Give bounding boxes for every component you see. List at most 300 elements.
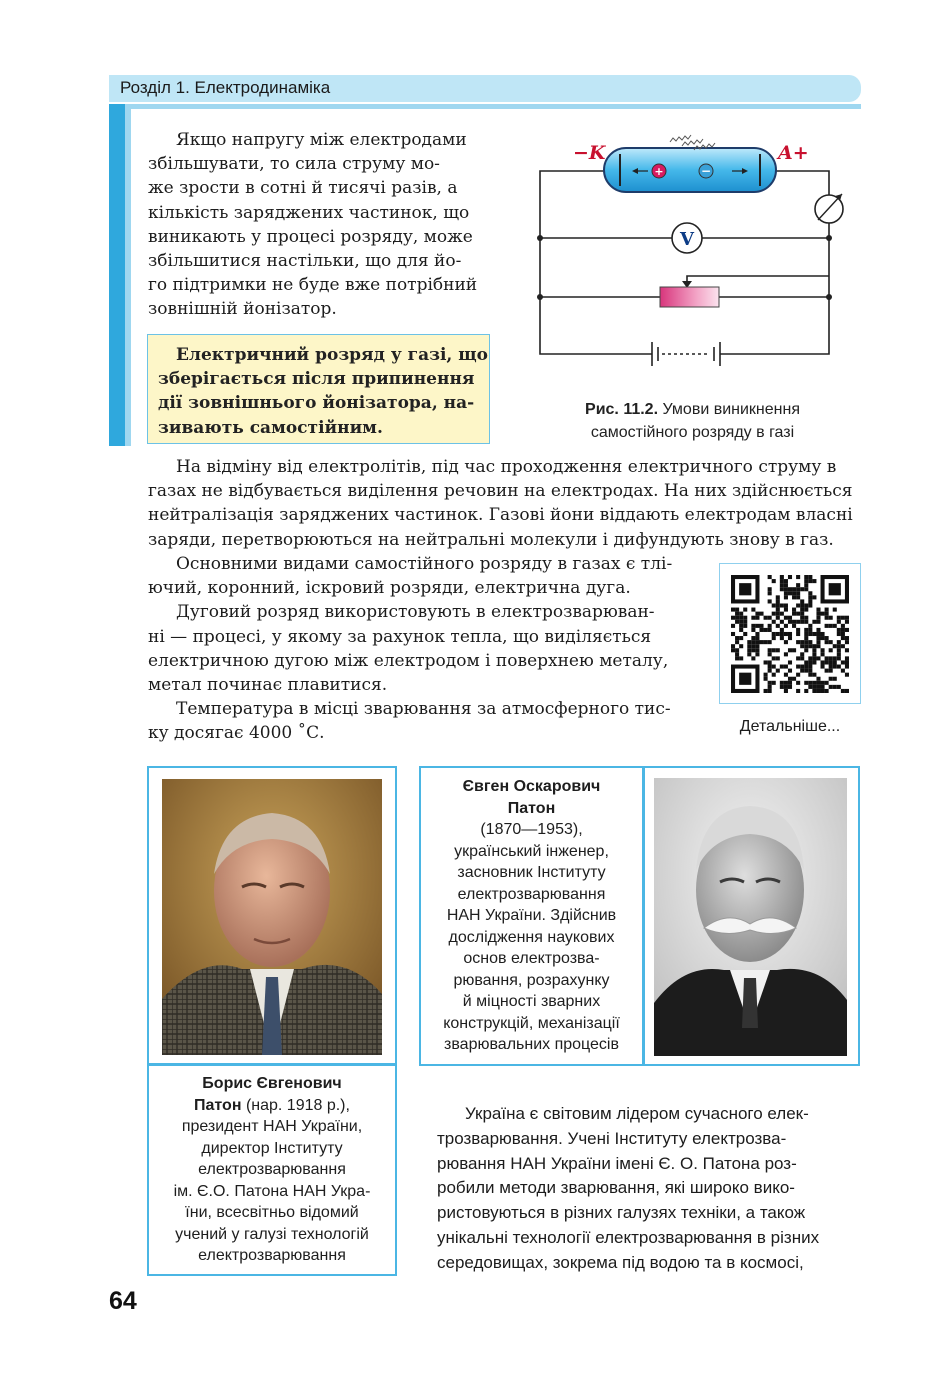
caption-line: електрозварювання bbox=[457, 885, 606, 903]
qr-module bbox=[845, 616, 849, 620]
qr-module bbox=[751, 628, 755, 632]
definition-text bbox=[158, 343, 488, 440]
qr-module bbox=[743, 620, 747, 624]
qr-module bbox=[792, 624, 796, 628]
qr-module bbox=[768, 575, 772, 579]
qr-module bbox=[751, 656, 755, 660]
qr-module bbox=[780, 575, 784, 579]
qr-module bbox=[796, 673, 800, 677]
qr-module bbox=[780, 632, 784, 636]
qr-module bbox=[804, 681, 808, 685]
qr-module bbox=[845, 636, 849, 640]
battery-icon bbox=[652, 342, 720, 366]
qr-module bbox=[772, 656, 776, 660]
qr-module bbox=[845, 656, 849, 660]
qr-module bbox=[804, 648, 808, 652]
node-dot bbox=[537, 235, 543, 241]
qr-module bbox=[808, 669, 812, 673]
qr-module bbox=[816, 681, 820, 685]
qr-module bbox=[788, 587, 792, 591]
qr-module bbox=[739, 644, 743, 648]
qr-module bbox=[768, 591, 772, 595]
caption-line: ім. Є.О. Патона НАН Укра- bbox=[173, 1182, 371, 1200]
qr-module bbox=[788, 677, 792, 681]
qr-module bbox=[764, 673, 768, 677]
qr-module bbox=[776, 669, 780, 673]
qr-module bbox=[784, 640, 788, 644]
text-line: зовнішній йонізатор. bbox=[148, 299, 337, 320]
paragraph-discharge-types bbox=[148, 552, 700, 746]
qr-module bbox=[784, 685, 788, 689]
qr-module bbox=[743, 608, 747, 612]
caption-line: директор Інституту bbox=[201, 1139, 343, 1157]
qr-module bbox=[821, 685, 825, 689]
qr-module bbox=[784, 583, 788, 587]
qr-module bbox=[812, 644, 816, 648]
qr-module bbox=[792, 612, 796, 616]
qr-module bbox=[816, 644, 820, 648]
qr-module bbox=[821, 660, 825, 664]
qr-module bbox=[833, 685, 837, 689]
qr-module bbox=[808, 624, 812, 628]
qr-module bbox=[821, 636, 825, 640]
qr-module bbox=[816, 656, 820, 660]
qr-module bbox=[837, 628, 841, 632]
qr-module bbox=[829, 583, 841, 595]
qr-module bbox=[816, 640, 820, 644]
text-line: заряди, перетворюються на нейтральні молекули і дифундують знову в газ. bbox=[148, 529, 834, 550]
qr-module bbox=[841, 616, 845, 620]
qr-module bbox=[768, 616, 772, 620]
qr-module bbox=[845, 620, 849, 624]
anode-label: A+ bbox=[778, 142, 809, 164]
qr-module bbox=[764, 677, 768, 681]
qr-module bbox=[812, 689, 816, 693]
qr-module bbox=[833, 677, 837, 681]
qr-module bbox=[784, 603, 788, 607]
qr-module bbox=[816, 620, 820, 624]
qr-module bbox=[792, 608, 796, 612]
qr-module bbox=[772, 648, 776, 652]
qr-module bbox=[808, 685, 812, 689]
qr-module bbox=[743, 632, 747, 636]
qr-module bbox=[788, 575, 792, 579]
qr-module bbox=[808, 656, 812, 660]
qr-module bbox=[837, 644, 841, 648]
caption-line: (1870—1953), bbox=[480, 821, 583, 838]
qr-module bbox=[784, 591, 788, 595]
qr-code-icon[interactable] bbox=[731, 575, 849, 693]
text-line: нейтралізація заряджених частинок. Газові йони віддають електродам власні bbox=[148, 505, 853, 526]
qr-module bbox=[788, 681, 792, 685]
text-line: середовищах, зокрема під водою та в космосі, bbox=[437, 1252, 804, 1272]
qr-module bbox=[755, 644, 759, 648]
qr-module bbox=[739, 620, 743, 624]
qr-module bbox=[845, 640, 849, 644]
qr-module bbox=[796, 612, 800, 616]
qr-module bbox=[808, 665, 812, 669]
qr-module bbox=[825, 624, 829, 628]
text-line: збільшувати, то сила струму мо- bbox=[148, 154, 440, 175]
qr-module bbox=[841, 632, 845, 636]
qr-module bbox=[768, 640, 772, 644]
qr-module bbox=[788, 685, 792, 689]
qr-module bbox=[796, 583, 800, 587]
qr-module bbox=[788, 632, 792, 636]
qr-module bbox=[821, 689, 825, 693]
qr-module bbox=[755, 648, 759, 652]
qr-module bbox=[772, 681, 776, 685]
name-line: Патон bbox=[507, 799, 556, 817]
qr-module bbox=[837, 685, 841, 689]
caption-line: конструкцій, механізації bbox=[443, 1014, 620, 1032]
qr-module bbox=[808, 681, 812, 685]
qr-module bbox=[768, 624, 772, 628]
qr-module bbox=[772, 673, 776, 677]
qr-module bbox=[812, 685, 816, 689]
qr-module bbox=[812, 620, 816, 624]
qr-module bbox=[825, 636, 829, 640]
qr-module bbox=[829, 616, 833, 620]
qr-module bbox=[804, 575, 808, 579]
qr-module bbox=[792, 620, 796, 624]
qr-module bbox=[825, 608, 829, 612]
qr-module bbox=[845, 660, 849, 664]
qr-module bbox=[833, 624, 837, 628]
qr-module bbox=[800, 656, 804, 660]
text-line: дії зовнішнього йонізатора, на- bbox=[158, 393, 475, 414]
qr-module bbox=[776, 595, 780, 599]
qr-module bbox=[735, 656, 739, 660]
qr-module bbox=[796, 632, 800, 636]
qr-module bbox=[739, 583, 751, 595]
qr-module bbox=[825, 616, 829, 620]
cathode-label: −K bbox=[573, 142, 606, 164]
qr-module bbox=[841, 624, 845, 628]
qr-module bbox=[784, 632, 788, 636]
circuit-diagram bbox=[520, 110, 860, 390]
qr-module bbox=[735, 648, 739, 652]
qr-module bbox=[812, 681, 816, 685]
qr-module bbox=[825, 656, 829, 660]
qr-module bbox=[821, 665, 825, 669]
qr-module bbox=[755, 652, 759, 656]
caption-line: НАН України. Здійснив bbox=[446, 907, 617, 924]
qr-module bbox=[804, 608, 808, 612]
text-line: зивають самостійним. bbox=[158, 417, 383, 438]
text-line: На відміну від електролітів, під час проходження електричного струму в bbox=[176, 457, 837, 477]
qr-module bbox=[735, 620, 739, 624]
node-dot bbox=[826, 294, 832, 300]
text-line: Електричний розряд у газі, що bbox=[176, 345, 488, 365]
top-accent-line bbox=[131, 104, 861, 109]
qr-module bbox=[821, 632, 825, 636]
qr-module bbox=[812, 673, 816, 677]
qr-module bbox=[776, 599, 780, 603]
qr-module bbox=[772, 603, 776, 607]
qr-module bbox=[792, 587, 796, 591]
qr-module bbox=[825, 681, 829, 685]
qr-module bbox=[788, 660, 792, 664]
qr-module bbox=[808, 660, 812, 664]
qr-module bbox=[755, 616, 759, 620]
qr-module bbox=[768, 681, 772, 685]
qr-module bbox=[812, 656, 816, 660]
qr-module bbox=[759, 612, 763, 616]
qr-module bbox=[755, 636, 759, 640]
qr-module bbox=[747, 640, 751, 644]
qr-module bbox=[764, 640, 768, 644]
qr-module bbox=[739, 624, 743, 628]
qr-module bbox=[800, 652, 804, 656]
qr-module bbox=[800, 612, 804, 616]
text-line: ючий, коронний, іскровий розряди, електрична дуга. bbox=[148, 578, 631, 599]
qr-module bbox=[792, 677, 796, 681]
qr-module bbox=[845, 673, 849, 677]
caption-line: засновник Інституту bbox=[457, 864, 606, 881]
qr-module bbox=[768, 669, 772, 673]
name-line: Патон bbox=[194, 1096, 242, 1114]
qr-module bbox=[780, 603, 784, 607]
qr-module bbox=[816, 689, 820, 693]
qr-module bbox=[845, 648, 849, 652]
qr-module bbox=[731, 616, 735, 620]
qr-module bbox=[808, 644, 812, 648]
qr-module bbox=[837, 620, 841, 624]
text-line: метал починає плавитися. bbox=[148, 675, 388, 696]
qr-module bbox=[821, 648, 825, 652]
qr-module bbox=[796, 681, 800, 685]
caption-line: український інженер, bbox=[454, 842, 609, 860]
qr-module bbox=[784, 673, 788, 677]
qr-module bbox=[804, 665, 808, 669]
side-accent-bar bbox=[109, 104, 125, 446]
qr-module bbox=[792, 648, 796, 652]
qr-module bbox=[780, 628, 784, 632]
qr-module bbox=[735, 640, 739, 644]
rheostat-icon bbox=[660, 287, 719, 307]
qr-module bbox=[731, 648, 735, 652]
qr-module bbox=[825, 689, 829, 693]
wire-slider bbox=[687, 276, 829, 283]
qr-module bbox=[821, 612, 825, 616]
qr-module bbox=[841, 660, 845, 664]
qr-module bbox=[764, 660, 768, 664]
qr-module bbox=[800, 599, 804, 603]
qr-module bbox=[800, 620, 804, 624]
text-line: ристовуються в різних галузях техніки, а також bbox=[437, 1203, 806, 1223]
qr-module bbox=[784, 616, 788, 620]
qr-module bbox=[776, 648, 780, 652]
qr-module bbox=[751, 624, 755, 628]
qr-module bbox=[784, 579, 788, 583]
qr-module bbox=[800, 644, 804, 648]
qr-module bbox=[816, 636, 820, 640]
text-line: Температура в місці зварювання за атмосферного тис- bbox=[176, 699, 671, 720]
caption-yevhen-paton bbox=[421, 776, 642, 1056]
qr-module bbox=[829, 669, 833, 673]
qr-module bbox=[796, 656, 800, 660]
qr-module bbox=[784, 652, 788, 656]
qr-module bbox=[841, 636, 845, 640]
qr-module bbox=[845, 628, 849, 632]
qr-module bbox=[780, 636, 784, 640]
qr-module bbox=[796, 665, 800, 669]
paragraph-ukraine-welding bbox=[437, 1102, 862, 1276]
text-line: кількість заряджених частинок, що bbox=[148, 202, 470, 223]
qr-module bbox=[841, 669, 845, 673]
caption-line: зварювальних процесів bbox=[444, 1036, 619, 1053]
svg-text:−: − bbox=[700, 164, 712, 178]
qr-module bbox=[808, 579, 812, 583]
caption-line: й міцності зварних bbox=[462, 993, 601, 1010]
qr-module bbox=[841, 689, 845, 693]
qr-module bbox=[784, 665, 788, 669]
qr-module bbox=[759, 624, 763, 628]
portrait-photo-boris bbox=[162, 779, 382, 1055]
qr-module bbox=[739, 628, 743, 632]
qr-module bbox=[816, 628, 820, 632]
qr-module bbox=[751, 616, 755, 620]
qr-module bbox=[772, 620, 776, 624]
text-line: унікальні технології електрозварювання в різних bbox=[437, 1227, 820, 1247]
qr-module bbox=[788, 620, 792, 624]
qr-module bbox=[796, 603, 800, 607]
qr-module bbox=[804, 583, 808, 587]
qr-module bbox=[768, 652, 772, 656]
name-line: Євген Оскарович bbox=[462, 778, 601, 795]
qr-module bbox=[816, 612, 820, 616]
qr-module bbox=[816, 677, 820, 681]
page-number: 64 bbox=[109, 1287, 137, 1315]
figure-caption bbox=[540, 398, 845, 444]
qr-module bbox=[804, 579, 808, 583]
qr-module bbox=[759, 640, 763, 644]
qr-module bbox=[821, 652, 825, 656]
qr-module bbox=[829, 624, 833, 628]
qr-module bbox=[784, 689, 788, 693]
qr-module bbox=[841, 644, 845, 648]
qr-module bbox=[743, 624, 747, 628]
qr-module bbox=[768, 628, 772, 632]
qr-module bbox=[776, 656, 780, 660]
text-line: ку досягає 4000 ˚С. bbox=[148, 723, 325, 744]
wire-right-bottom bbox=[720, 223, 829, 354]
qr-module bbox=[812, 660, 816, 664]
qr-caption[interactable]: Детальніше... bbox=[739, 718, 841, 735]
qr-module bbox=[739, 656, 743, 660]
section-title: Розділ 1. Електродинаміка bbox=[120, 78, 331, 97]
qr-module bbox=[768, 689, 772, 693]
qr-module bbox=[804, 603, 808, 607]
qr-module bbox=[788, 591, 792, 595]
qr-module bbox=[776, 612, 780, 616]
qr-module bbox=[825, 640, 829, 644]
text-line: зберігається після припинення bbox=[158, 369, 475, 390]
qr-module bbox=[772, 665, 776, 669]
qr-module bbox=[780, 583, 784, 587]
svg-text:+: + bbox=[654, 165, 664, 178]
qr-module bbox=[780, 620, 784, 624]
qr-module bbox=[829, 665, 833, 669]
qr-module bbox=[780, 665, 784, 669]
qr-module bbox=[829, 656, 833, 660]
qr-module bbox=[812, 595, 816, 599]
qr-module bbox=[784, 587, 788, 591]
text-line: газах не відбувається виділення речовин на електродах. На них здійснюється bbox=[148, 481, 853, 502]
qr-module bbox=[755, 624, 759, 628]
qr-module bbox=[764, 689, 768, 693]
qr-module bbox=[804, 616, 808, 620]
text-line: же зрости в сотні й тисячі разів, а bbox=[148, 178, 458, 199]
node-dot bbox=[826, 235, 832, 241]
qr-module bbox=[768, 599, 772, 603]
qr-module bbox=[800, 616, 804, 620]
qr-module bbox=[837, 656, 841, 660]
qr-module bbox=[780, 612, 784, 616]
qr-module bbox=[804, 628, 808, 632]
qr-module bbox=[796, 575, 800, 579]
text-line: рювання НАН України імені Є. О. Патона роз- bbox=[437, 1153, 797, 1173]
name-line: Борис Євгенович bbox=[202, 1075, 342, 1092]
qr-module bbox=[731, 644, 735, 648]
qr-module bbox=[796, 689, 800, 693]
qr-module bbox=[784, 681, 788, 685]
qr-module bbox=[759, 628, 763, 632]
qr-module bbox=[792, 595, 796, 599]
qr-module bbox=[788, 669, 792, 673]
side-accent-bar-light bbox=[125, 104, 131, 446]
qr-module bbox=[739, 636, 743, 640]
text-line: виникають у процесі розряду, може bbox=[148, 226, 473, 247]
qr-module bbox=[812, 652, 816, 656]
qr-module bbox=[808, 591, 812, 595]
qr-module bbox=[739, 616, 743, 620]
text-line: трозварювання. Учені Інституту електрозва- bbox=[437, 1128, 787, 1148]
qr-module bbox=[776, 624, 780, 628]
qr-module bbox=[768, 665, 772, 669]
qr-module bbox=[800, 608, 804, 612]
qr-module bbox=[837, 648, 841, 652]
qr-module bbox=[788, 616, 792, 620]
qr-module bbox=[812, 648, 816, 652]
qr-module bbox=[764, 628, 768, 632]
figure-caption-line: Умови виникнення bbox=[662, 401, 800, 418]
qr-module bbox=[841, 628, 845, 632]
qr-module bbox=[796, 640, 800, 644]
qr-module bbox=[804, 640, 808, 644]
qr-module bbox=[808, 599, 812, 603]
qr-module bbox=[804, 620, 808, 624]
qr-module bbox=[772, 636, 776, 640]
qr-module bbox=[747, 644, 751, 648]
qr-module bbox=[768, 648, 772, 652]
qr-module bbox=[800, 665, 804, 669]
qr-module bbox=[816, 632, 820, 636]
qr-module bbox=[825, 612, 829, 616]
qr-module bbox=[788, 636, 792, 640]
qr-module bbox=[825, 669, 829, 673]
qr-module bbox=[833, 660, 837, 664]
qr-module bbox=[833, 656, 837, 660]
qr-module bbox=[755, 612, 759, 616]
qr-module bbox=[755, 640, 759, 644]
qr-module bbox=[739, 673, 751, 685]
qr-module bbox=[731, 632, 735, 636]
qr-module bbox=[780, 685, 784, 689]
qr-module bbox=[804, 669, 808, 673]
qr-module bbox=[747, 648, 751, 652]
